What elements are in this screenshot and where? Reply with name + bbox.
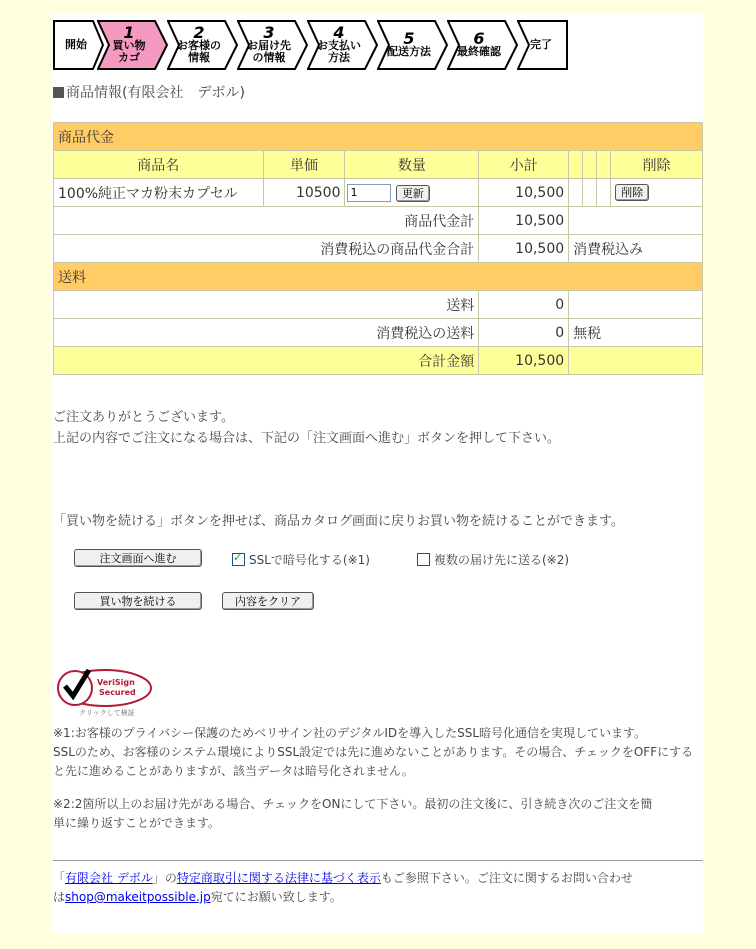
- quantity-input[interactable]: [347, 184, 391, 202]
- step-label: 買い物 カゴ: [112, 39, 146, 64]
- multi-destination-option[interactable]: [417, 551, 569, 568]
- shipping-tax-value: 0: [479, 319, 569, 347]
- step-confirm: [447, 20, 511, 70]
- grand-total-row: 合計金額 10,500: [54, 347, 703, 375]
- step-label: 最終確認: [457, 45, 501, 58]
- step-label: お客様の 情報: [177, 39, 221, 64]
- continue-info-message: 「買い物を続ける」ボタンを押せば、商品カタログ画面に戻りお買い物を続けることができます。: [53, 514, 624, 529]
- seal-caption: クリックして検証: [79, 709, 135, 717]
- step-start: [53, 20, 99, 70]
- step-number: 6: [473, 29, 485, 48]
- step-label: 開始: [65, 38, 87, 51]
- product-total-value: 10,500: [479, 207, 569, 235]
- commercial-law-link[interactable]: 特定商取引に関する法律に基づく表示: [176, 871, 381, 885]
- ssl-label: SSLで暗号化する(※1): [249, 553, 370, 567]
- checkout-steps: [53, 20, 573, 74]
- step-number: 1: [123, 23, 135, 42]
- item-price: 10500: [263, 179, 345, 207]
- multi-destination-note: ※2:2箇所以上のお届け先がある場合、チェックをONにして下さい。最初の注文後に、引き続き次のご注文を簡 単に繰り返すことができます。: [53, 797, 653, 830]
- shipping-tax-row: 消費税込の送料 0 無税: [54, 319, 703, 347]
- proceed-to-order-button[interactable]: 注文画面へ進む: [74, 549, 202, 567]
- section-title: 商品情報(有限会社 デボル): [53, 82, 245, 102]
- ssl-note: ※1:お客様のプライバシー保護のためベリサイン社のデジタルIDを導入したSSL暗号化通信を実現しています。 SSLのため、お客様のシステム環境によりSSL設定では先に進めないことがあります。その場合、チェックをOFFにする と先に進めることがありますが、該当データは暗号化されません。: [53, 726, 694, 778]
- page-container: [51, 14, 703, 934]
- delete-button[interactable]: 削除: [615, 184, 649, 201]
- item-qty-cell: [345, 179, 479, 207]
- item-subtotal: 10,500: [479, 179, 569, 207]
- thanks-message: ご注文ありがとうございます。: [53, 410, 234, 425]
- multi-destination-checkbox[interactable]: [417, 553, 430, 566]
- product-total-row: 商品代金計 10,500: [54, 207, 703, 235]
- clear-cart-button[interactable]: 内容をクリア: [222, 592, 314, 610]
- shipping-tax-note: 無税: [569, 319, 703, 347]
- step-customer: [167, 20, 231, 70]
- ssl-checkbox[interactable]: [232, 553, 245, 566]
- col-header-subtotal: 小計: [479, 151, 569, 179]
- step-delivery-info: [237, 20, 301, 70]
- col-header-price: 単価: [263, 151, 345, 179]
- verisign-seal[interactable]: [53, 664, 153, 726]
- instruction-message: 上記の内容でご注文になる場合は、下記の「注文画面へ進む」ボタンを押して下さい。: [53, 431, 561, 446]
- update-button[interactable]: 更新: [396, 185, 430, 202]
- tax-note: 消費税込み: [569, 235, 703, 263]
- grand-total-value: 10,500: [479, 347, 569, 375]
- step-label: 完了: [530, 38, 552, 51]
- shipping-row: 送料 0: [54, 291, 703, 319]
- ssl-option[interactable]: [232, 551, 370, 568]
- step-number: 4: [333, 23, 345, 42]
- multi-destination-label: 複数の届け先に送る(※2): [434, 553, 570, 567]
- step-shipping: [377, 20, 441, 70]
- seal-text-2: Secured: [99, 688, 136, 697]
- step-payment: [307, 20, 371, 70]
- shipping-value: 0: [479, 291, 569, 319]
- col-header-delete: 削除: [611, 151, 703, 179]
- step-cart: [97, 20, 161, 70]
- table-row: [54, 179, 703, 207]
- cart-table: [53, 122, 703, 375]
- product-total-tax-row: 消費税込の商品代金合計 10,500 消費税込み: [54, 235, 703, 263]
- step-number: 5: [403, 29, 415, 48]
- step-number: 2: [193, 23, 205, 42]
- step-label: 配送方法: [387, 45, 431, 58]
- table-header-row: [54, 151, 703, 179]
- product-section-header: 商品代金: [54, 123, 703, 151]
- step-complete: [517, 20, 565, 70]
- seal-text-1: VeriSign: [97, 678, 135, 687]
- col-header-qty: 数量: [345, 151, 479, 179]
- continue-shopping-button[interactable]: 買い物を続ける: [74, 592, 202, 610]
- shipping-section-header: 送料: [54, 263, 703, 291]
- footer-divider: [53, 860, 703, 861]
- product-total-tax-value: 10,500: [479, 235, 569, 263]
- col-header-name: 商品名: [54, 151, 264, 179]
- company-link[interactable]: 有限会社 デボル: [65, 871, 153, 885]
- step-label: お支払い 方法: [317, 39, 361, 64]
- item-delete-cell: [611, 179, 703, 207]
- footer: 「有限会社 デボル」の特定商取引に関する法律に基づく表示もご参照下さい。ご注文に関するお問い合わせ はshop@makeitpossible.jp宛てにお願い致します。: [53, 871, 633, 904]
- item-name: 100%純正マカ粉末カプセル: [54, 179, 264, 207]
- email-link[interactable]: shop@makeitpossible.jp: [65, 890, 211, 904]
- step-label: お届け先 の情報: [247, 39, 291, 64]
- square-bullet-icon: [53, 87, 64, 98]
- step-number: 3: [263, 23, 275, 42]
